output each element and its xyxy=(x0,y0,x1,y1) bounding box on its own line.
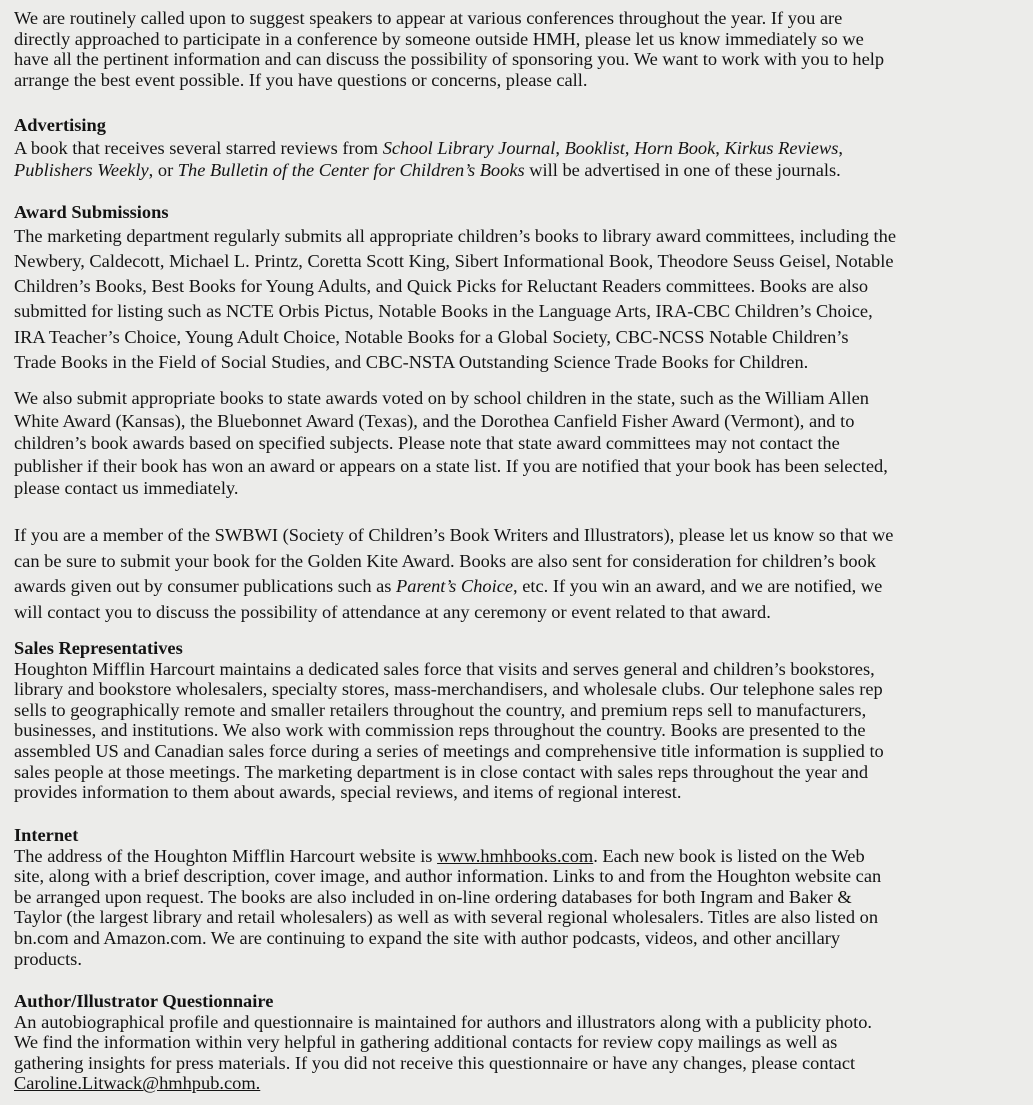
publication-title: Parent’s Choice xyxy=(396,576,514,596)
text-segment: , xyxy=(838,137,843,158)
intro-paragraph xyxy=(14,8,1026,90)
award-submissions-section xyxy=(14,202,1026,375)
text-line: businesses, and institutions. We also work with commission reps throughout the country. Books are presented to the xyxy=(14,720,866,741)
journal-title: Publishers Weekly xyxy=(14,160,149,181)
text-segment: , xyxy=(715,137,725,158)
text-line: Newbery, Caldecott, Michael L. Printz, Coretta Scott King, Sibert Informational Book, Theodore Seuss Geisel, Notable xyxy=(14,250,894,271)
questionnaire-heading: Author/Illustrator Questionnaire xyxy=(14,991,274,1011)
text-line: Trade Books in the Field of Social Studies, and CBC-NSTA Outstanding Science Trade Books for Children. xyxy=(14,352,809,373)
website-link[interactable]: www.hmhbooks.com xyxy=(437,845,594,866)
awards-paragraph-2 xyxy=(14,387,1026,500)
text-line: We find the information within very helpful in gathering additional contacts for review copy mailings as well as xyxy=(14,1032,838,1053)
text-segment: awards given out by consumer publications such as xyxy=(14,576,397,596)
text-line: sales people at those meetings. The marketing department is in close contact with sales reps throughout the year and xyxy=(14,761,869,782)
journal-title: The Bulletin of the Center for Children’s Books xyxy=(177,160,525,181)
text-line: IRA Teacher’s Choice, Young Adult Choice, Notable Books for a Global Society, CBC-NCSS Notable Children’s xyxy=(14,326,849,347)
text-line: have all the pertinent information and can discuss the possibility of sponsoring you. We want to work with you to help xyxy=(14,49,885,70)
text-line: We also submit appropriate books to state awards voted on by school children in the state, such as the William Allen xyxy=(14,388,869,408)
text-segment: , etc. If you win an award, and we are notified, we xyxy=(513,576,883,596)
text-segment: . Each new book is listed on the Web xyxy=(593,845,865,866)
email-link[interactable]: Caroline.Litwack@hmhpub.com. xyxy=(14,1073,261,1094)
advertising-heading: Advertising xyxy=(14,115,106,135)
text-line: be arranged upon request. The books are also included in on-line ordering databases for both Ingram and Baker & xyxy=(14,886,852,907)
text-segment: The address of the Houghton Mifflin Harcourt website is xyxy=(14,845,438,866)
text-line: site, along with a brief description, cover image, and author information. Links to and from the Houghton website can xyxy=(14,866,882,887)
text-line: directly approached to participate in a conference by someone outside HMH, please let us know immediately so we xyxy=(14,28,864,49)
text-line: submitted for listing such as NCTE Orbis Pictus, Notable Books in the Language Arts, IRA-CBC Children’s Choice, xyxy=(14,301,873,322)
text-line: Children’s Books, Best Books for Young Adults, and Quick Picks for Reluctant Readers committees. Books are also xyxy=(14,276,869,297)
text-line xyxy=(14,160,1026,181)
text-segment: will be advertised in one of these journals. xyxy=(524,160,841,181)
text-line: children’s book awards based on specified subjects. Please note that state award committees may not contact the xyxy=(14,433,840,453)
advertising-section xyxy=(14,115,1026,181)
journal-title: Kirkus Reviews xyxy=(724,137,839,158)
text-line: can be sure to submit your book for the Golden Kite Award. Books are also sent for consideration for children’s book xyxy=(14,550,876,571)
text-line: We are routinely called upon to suggest speakers to appear at various conferences throughout the year. If you are xyxy=(14,8,843,28)
text-line: gathering insights for press materials. If you did not receive this questionnaire or have any changes, please contact xyxy=(14,1052,856,1073)
journal-title: School Library Journal xyxy=(382,137,556,158)
text-line: Taylor (the largest library and retail wholesalers) as well as with several regional wholesalers. Titles are also listed on xyxy=(14,907,879,928)
text-line: arrange the best event possible. If you have questions or concerns, please call. xyxy=(14,69,588,90)
text-segment: A book that receives several starred reviews from xyxy=(14,137,383,158)
text-line: provides information to them about awards, special reviews, and items of regional interest. xyxy=(14,782,682,803)
internet-section xyxy=(14,825,1026,969)
awards-paragraph-3 xyxy=(14,523,1026,625)
text-line: library and bookstore wholesalers, specialty stores, mass-merchandisers, and wholesale clubs. Our telephone sales rep xyxy=(14,679,883,700)
text-line: products. xyxy=(14,948,82,969)
text-line: The marketing department regularly submits all appropriate children’s books to library award committees, including the xyxy=(14,225,896,246)
text-line: assembled US and Canadian sales force during a series of meetings and comprehensive title information is supplied to xyxy=(14,740,884,761)
sales-representatives-section xyxy=(14,638,1026,803)
text-line: White Award (Kansas), the Bluebonnet Award (Texas), and the Dorothea Canfield Fisher Award (Vermont), and to xyxy=(14,410,855,431)
text-line: will contact you to discuss the possibility of attendance at any ceremony or event related to that award. xyxy=(14,601,771,622)
award-submissions-heading: Award Submissions xyxy=(14,202,169,222)
text-line xyxy=(14,138,1026,159)
text-line: An autobiographical profile and questionnaire is maintained for authors and illustrators along with a publicity photo. xyxy=(14,1011,873,1032)
sales-representatives-heading: Sales Representatives xyxy=(14,638,183,658)
text-line: please contact us immediately. xyxy=(14,478,239,498)
questionnaire-section xyxy=(14,991,1026,1094)
text-line: Houghton Mifflin Harcourt maintains a dedicated sales force that visits and serves general and children’s bookstores, xyxy=(14,658,875,679)
text-line: sells to geographically remote and smaller retailers throughout the country, and premium reps sell to manufacturers, xyxy=(14,699,867,720)
journal-title: Booklist xyxy=(564,137,625,158)
text-segment: , xyxy=(555,137,565,158)
text-segment: , or xyxy=(148,160,178,181)
text-segment: , xyxy=(624,137,635,158)
text-line: If you are a member of the SWBWI (Society of Children’s Book Writers and Illustrators), please let us know so that we xyxy=(14,525,894,545)
text-line xyxy=(14,574,1026,600)
awards-paragraph-1 xyxy=(14,224,1026,376)
journal-title: Horn Book xyxy=(634,137,716,158)
text-line xyxy=(14,1073,1026,1094)
internet-heading: Internet xyxy=(14,825,79,845)
text-line xyxy=(14,846,1026,867)
text-line: bn.com and Amazon.com. We are continuing to expand the site with author podcasts, videos, and other ancillary xyxy=(14,927,841,948)
text-line: publisher if their book has won an award or appears on a state list. If you are notified that your book has been selected, xyxy=(14,455,888,476)
